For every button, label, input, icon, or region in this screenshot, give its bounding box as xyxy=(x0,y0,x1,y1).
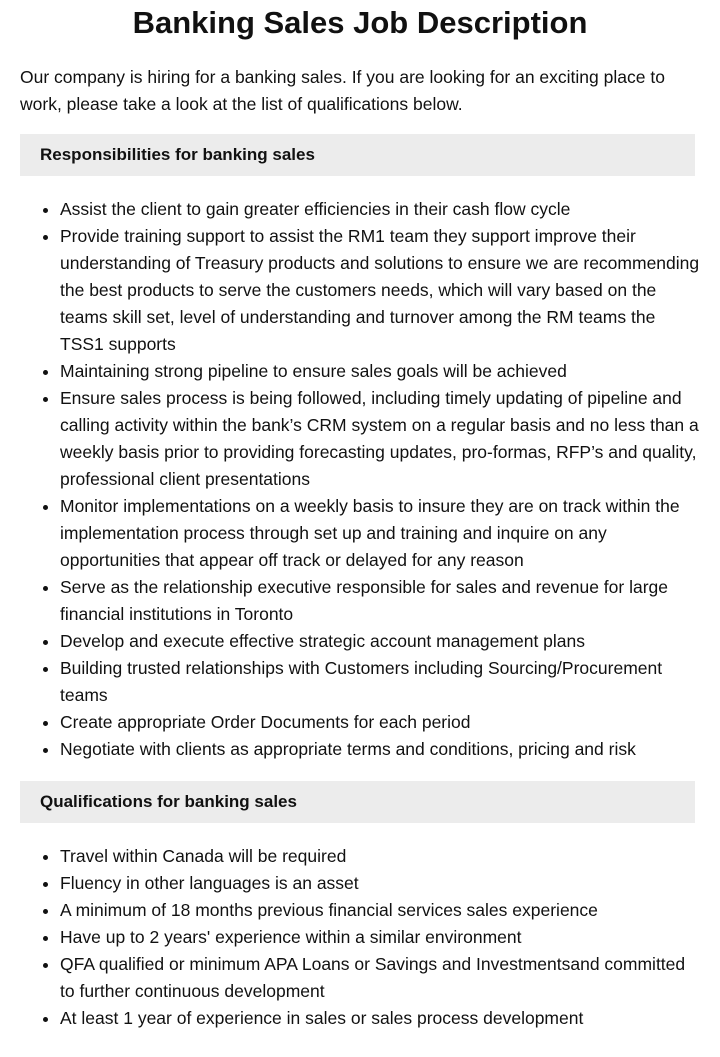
responsibilities-list xyxy=(20,196,700,763)
list-item: • Maintaining strong pipeline to ensure sales goals will be achieved xyxy=(60,358,700,385)
list-item: • Fluency in other languages is an asset xyxy=(60,870,700,897)
page-title: Banking Sales Job Description xyxy=(132,5,588,40)
list-item: • Monitor implementations on a weekly basis to insure they are on track within the implementation process through set up and training and inquire on any opportunities that appear off track or delayed for any reason xyxy=(60,493,700,574)
list-item: • Provide training support to assist the RM1 team they support improve their understanding of Treasury products and solutions to ensure we are recommending the best products to serve the customers needs, which will vary based on the teams skill set, level of understanding and turnover among the RM teams the TSS1 supports xyxy=(60,223,700,358)
list-item: • Have up to 2 years' experience within a similar environment xyxy=(60,924,700,951)
qualifications-heading: Qualifications for banking sales xyxy=(20,781,695,823)
list-item: • Building trusted relationships with Customers including Sourcing/Procurement teams xyxy=(60,655,700,709)
list-item: • Create appropriate Order Documents for each period xyxy=(60,709,700,736)
list-item: • At least 1 year of experience in sales or sales process development xyxy=(60,1005,700,1032)
list-item: • A minimum of 18 months previous financial services sales experience xyxy=(60,897,700,924)
responsibilities-heading: Responsibilities for banking sales xyxy=(20,134,695,176)
list-item: • Assist the client to gain greater efficiencies in their cash flow cycle xyxy=(60,196,700,223)
list-item: • Develop and execute effective strategic account management plans xyxy=(60,628,700,655)
list-item: • Travel within Canada will be required xyxy=(60,843,700,870)
intro-text: Our company is hiring for a banking sales. If you are looking for an exciting place to work, please take a look at the list of qualifications below. xyxy=(20,67,665,114)
list-item: • Serve as the relationship executive responsible for sales and revenue for large financial institutions in Toronto xyxy=(60,574,700,628)
list-item: • Negotiate with clients as appropriate terms and conditions, pricing and risk xyxy=(60,736,700,763)
qualifications-list xyxy=(20,843,700,1032)
list-item: • Ensure sales process is being followed, including timely updating of pipeline and calling activity within the bank’s CRM system on a regular basis and no less than a weekly basis prior to providing forecasting updates, pro-formas, RFP’s and quality, professional client presentations xyxy=(60,385,700,493)
list-item: • QFA qualified or minimum APA Loans or Savings and Investmentsand committed to further continuous development xyxy=(60,951,700,1005)
